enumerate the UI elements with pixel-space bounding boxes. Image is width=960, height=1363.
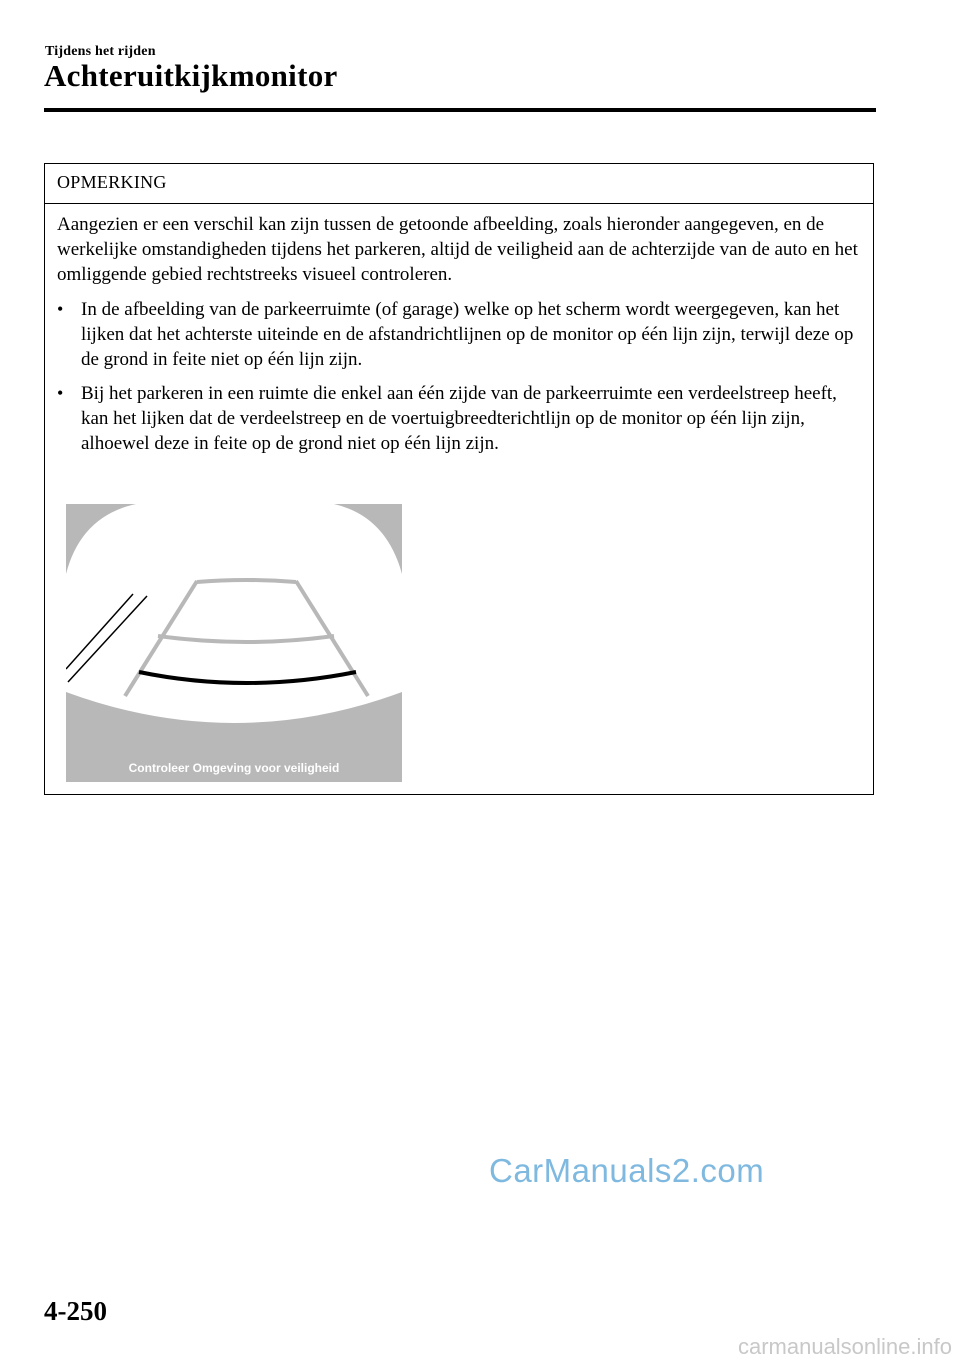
note-bullet bbox=[57, 297, 859, 372]
note-heading: OPMERKING bbox=[45, 164, 873, 204]
bullet-text: In de afbeelding van de parkeerruimte (of garage) welke op het scherm wordt weergegeven, kan het lijken dat het achterste uiteinde en de afstandrichtlijnen op de monitor op één lijn zijn, terwijl deze op de grond in feite niet op één lijn zijn. bbox=[81, 299, 854, 370]
watermark-center: CarManuals2.com bbox=[489, 1152, 765, 1189]
monitor-caption: Controleer Omgeving voor veiligheid bbox=[128, 761, 340, 775]
watermark-footer: carmanualsonline.info bbox=[737, 1334, 952, 1359]
section-label: Tijdens het rijden bbox=[45, 44, 156, 59]
rear-view-monitor-illustration bbox=[66, 504, 402, 782]
page-number: 4-250 bbox=[44, 1296, 107, 1326]
note-body bbox=[45, 204, 873, 456]
bullet-text: Bij het parkeren in een ruimte die enkel aan één zijde van de parkeerruimte een verdeelstreep heeft, kan het lijken dat de verdeelstreep en de voertuigbreedterichtlijn op de monitor op één lijn zijn, alhoewel deze in feite op de grond niet op één lijn zijn. bbox=[81, 383, 837, 454]
note-intro: Aangezien er een verschil kan zijn tussen de getoonde afbeelding, zoals hieronder aangegeven, en de werkelijke omstandigheden tijdens het parkeren, altijd de veiligheid aan de achterzijde van de auto en het omliggende gebied rechtstreeks visueel controleren. bbox=[57, 214, 858, 285]
monitor-svg bbox=[66, 504, 402, 782]
far-guide-line bbox=[197, 580, 296, 582]
bullet-icon: • bbox=[57, 383, 64, 403]
page-title: Achteruitkijkmonitor bbox=[44, 58, 338, 93]
note-box bbox=[44, 163, 874, 795]
note-bullet bbox=[57, 381, 859, 456]
bullet-icon: • bbox=[57, 299, 64, 319]
title-rule bbox=[44, 108, 876, 112]
